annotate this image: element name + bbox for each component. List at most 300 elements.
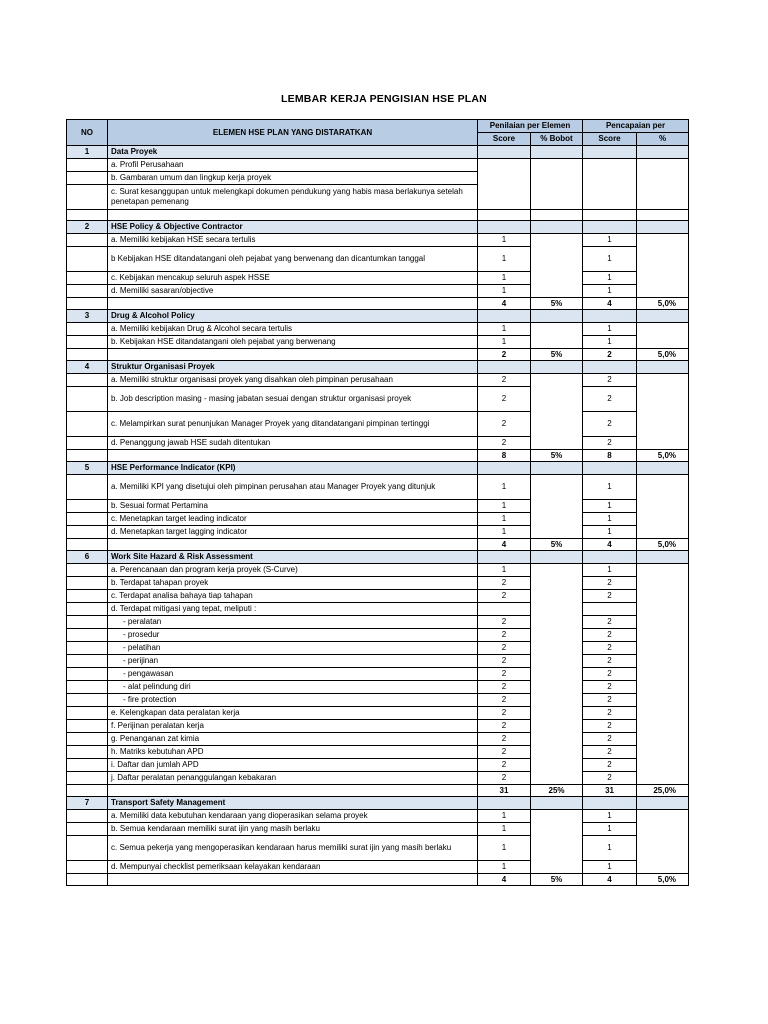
blank-cell — [637, 210, 689, 221]
item-label: a. Profil Perusahaan — [111, 160, 184, 169]
section-number: 2 — [67, 221, 108, 234]
item-text — [108, 387, 478, 412]
item-row — [67, 861, 689, 874]
item-number-cell — [67, 159, 108, 172]
section-achieved-cell — [583, 310, 637, 323]
header-element: ELEMEN HSE PLAN YANG DISTARATKAN — [108, 120, 478, 146]
total-number-cell — [67, 298, 108, 310]
section-bobot-cell — [531, 310, 583, 323]
item-row — [67, 759, 689, 772]
item-achieved-score: 2 — [583, 577, 637, 590]
total-achieved-score: 2 — [583, 349, 637, 361]
item-number-cell — [67, 655, 108, 668]
total-score: 4 — [478, 298, 531, 310]
item-number-cell — [67, 629, 108, 642]
section-row — [67, 797, 689, 810]
item-number-cell — [67, 475, 108, 500]
item-number-cell — [67, 861, 108, 874]
item-row — [67, 681, 689, 694]
item-number-cell — [67, 577, 108, 590]
item-text — [108, 285, 478, 298]
item-row — [67, 720, 689, 733]
item-row — [67, 526, 689, 539]
section-score-cell — [478, 797, 531, 810]
item-number-cell — [67, 733, 108, 746]
total-score: 2 — [478, 349, 531, 361]
item-number-cell — [67, 500, 108, 513]
item-score: 2 — [478, 590, 531, 603]
item-text — [108, 272, 478, 285]
item-text — [108, 475, 478, 500]
item-achieved-score: 2 — [583, 681, 637, 694]
item-text — [108, 861, 478, 874]
item-text — [108, 159, 478, 172]
section-score-cell — [478, 361, 531, 374]
item-number-cell — [67, 668, 108, 681]
header-pencapaian: Pencapaian per — [583, 120, 689, 133]
item-percent-merged — [637, 564, 689, 785]
item-label: h. Matriks kebutuhan APD — [111, 747, 204, 756]
total-bobot: 5% — [531, 450, 583, 462]
section-row — [67, 310, 689, 323]
item-achieved-score: 1 — [583, 234, 637, 247]
item-number-cell — [67, 759, 108, 772]
total-score: 8 — [478, 450, 531, 462]
section-bobot-cell — [531, 797, 583, 810]
item-label: c. Terdapat analisa bahaya tiap tahapan — [111, 591, 253, 600]
total-percent: 5,0% — [637, 539, 689, 551]
blank-cell — [583, 210, 637, 221]
item-percent-merged — [637, 159, 689, 210]
total-number-cell — [67, 450, 108, 462]
item-row — [67, 387, 689, 412]
item-label: c. Melampirkan surat penunjukan Manager Proyek yang ditandatangani pimpinan tertinggi — [111, 419, 430, 428]
section-achieved-cell — [583, 146, 637, 159]
item-achieved-score: 1 — [583, 513, 637, 526]
total-label-cell — [108, 785, 478, 797]
total-bobot: 5% — [531, 349, 583, 361]
section-percent-cell — [637, 462, 689, 475]
total-score: 31 — [478, 785, 531, 797]
item-row — [67, 629, 689, 642]
item-achieved-score: 1 — [583, 336, 637, 349]
item-row — [67, 707, 689, 720]
item-text — [108, 655, 478, 668]
section-bobot-cell — [531, 221, 583, 234]
item-row — [67, 247, 689, 272]
section-row — [67, 146, 689, 159]
total-row — [67, 298, 689, 310]
item-number-cell — [67, 694, 108, 707]
item-achieved-score: 2 — [583, 616, 637, 629]
section-bobot-cell — [531, 146, 583, 159]
item-score: 1 — [478, 336, 531, 349]
total-achieved-score: 31 — [583, 785, 637, 797]
item-score: 2 — [478, 412, 531, 437]
section-percent-cell — [637, 797, 689, 810]
item-score: 2 — [478, 681, 531, 694]
item-text — [108, 323, 478, 336]
item-text — [108, 185, 478, 210]
section-achieved-cell — [583, 361, 637, 374]
document-title: LEMBAR KERJA PENGISIAN HSE PLAN — [281, 93, 487, 105]
item-label: b. Semua kendaraan memiliki surat ijin yang masih berlaku — [111, 824, 320, 833]
header-percent: % — [637, 133, 689, 146]
item-label: d. Penanggung jawab HSE sudah ditentukan — [111, 438, 271, 447]
header-score-1: Score — [478, 133, 531, 146]
item-bobot-merged — [531, 374, 583, 450]
item-text — [108, 437, 478, 450]
item-row — [67, 272, 689, 285]
section-percent-cell — [637, 310, 689, 323]
item-label: e. Kelengkapan data peralatan kerja — [111, 708, 240, 717]
item-number-cell — [67, 387, 108, 412]
item-label: g. Penanganan zat kimia — [111, 734, 200, 743]
item-score: 2 — [478, 668, 531, 681]
item-label: a. Memiliki kebijakan HSE secara tertulis — [111, 235, 256, 244]
item-label: c. Semua pekerja yang mengoperasikan kendaraan harus memiliki surat ijin yang masih berlaku — [111, 843, 452, 852]
item-achieved-score: 2 — [583, 720, 637, 733]
total-number-cell — [67, 539, 108, 551]
item-score — [478, 603, 531, 616]
item-text — [108, 374, 478, 387]
item-row — [67, 475, 689, 500]
item-score: 2 — [478, 733, 531, 746]
header-penilaian: Penilaian per Elemen — [478, 120, 583, 133]
item-row — [67, 668, 689, 681]
item-label: j. Daftar peralatan penanggulangan kebakaran — [111, 773, 277, 782]
header-no: NO — [67, 120, 108, 146]
item-label: f. Perijinan peralatan kerja — [111, 721, 204, 730]
item-row — [67, 513, 689, 526]
item-number-cell — [67, 590, 108, 603]
item-row — [67, 655, 689, 668]
item-score: 2 — [478, 616, 531, 629]
table-body — [67, 146, 689, 886]
item-label: b. Terdapat tahapan proyek — [111, 578, 209, 587]
item-number-cell — [67, 823, 108, 836]
hse-plan-table — [66, 119, 689, 886]
item-text — [108, 513, 478, 526]
item-number-cell — [67, 707, 108, 720]
item-score: 1 — [478, 285, 531, 298]
section-number: 6 — [67, 551, 108, 564]
total-percent: 25,0% — [637, 785, 689, 797]
item-row — [67, 746, 689, 759]
item-number-cell — [67, 412, 108, 437]
blank-cell — [478, 210, 531, 221]
item-achieved-score: 1 — [583, 500, 637, 513]
section-title: Transport Safety Management — [108, 797, 478, 810]
item-text — [108, 336, 478, 349]
item-number-cell — [67, 437, 108, 450]
section-bobot-cell — [531, 551, 583, 564]
item-label: i. Daftar dan jumlah APD — [111, 760, 199, 769]
item-bobot-merged — [531, 323, 583, 349]
item-text — [108, 526, 478, 539]
total-row — [67, 349, 689, 361]
item-score: 1 — [478, 272, 531, 285]
item-label: - alat pelindung diri — [123, 682, 191, 691]
total-percent: 5,0% — [637, 874, 689, 886]
item-achieved-score: 1 — [583, 564, 637, 577]
item-achieved-score: 1 — [583, 823, 637, 836]
item-achieved-score: 2 — [583, 759, 637, 772]
item-label: c. Menetapkan target leading indicator — [111, 514, 247, 523]
item-label: a. Memiliki kebijakan Drug & Alcohol secara tertulis — [111, 324, 292, 333]
item-label: b. Sesuai format Pertamina — [111, 501, 208, 510]
total-percent: 5,0% — [637, 450, 689, 462]
item-text — [108, 823, 478, 836]
item-achieved-score: 1 — [583, 285, 637, 298]
header-bobot: % Bobot — [531, 133, 583, 146]
item-number-cell — [67, 616, 108, 629]
section-score-cell — [478, 221, 531, 234]
item-percent-merged — [637, 323, 689, 349]
item-number-cell — [67, 336, 108, 349]
item-achieved-score: 1 — [583, 526, 637, 539]
item-percent-merged — [637, 374, 689, 450]
total-label-cell — [108, 450, 478, 462]
total-percent: 5,0% — [637, 349, 689, 361]
section-title: HSE Performance Indicator (KPI) — [108, 462, 478, 475]
item-achieved-score: 2 — [583, 629, 637, 642]
section-score-cell — [478, 146, 531, 159]
total-percent: 5,0% — [637, 298, 689, 310]
item-label: d. Terdapat mitigasi yang tepat, meliputi : — [111, 604, 257, 613]
item-number-cell — [67, 681, 108, 694]
item-number-cell — [67, 746, 108, 759]
item-score: 2 — [478, 374, 531, 387]
item-score: 1 — [478, 836, 531, 861]
item-row — [67, 500, 689, 513]
section-percent-cell — [637, 146, 689, 159]
item-text — [108, 694, 478, 707]
item-row — [67, 694, 689, 707]
section-percent-cell — [637, 551, 689, 564]
section-achieved-cell — [583, 551, 637, 564]
total-label-cell — [108, 298, 478, 310]
item-label: b. Kebijakan HSE ditandatangani oleh pejabat yang berwenang — [111, 337, 336, 346]
header-score-2: Score — [583, 133, 637, 146]
item-text — [108, 642, 478, 655]
item-text — [108, 247, 478, 272]
item-score: 1 — [478, 564, 531, 577]
item-bobot-merged — [531, 810, 583, 874]
section-row — [67, 462, 689, 475]
item-text — [108, 172, 478, 185]
total-score: 4 — [478, 539, 531, 551]
section-title: HSE Policy & Objective Contractor — [108, 221, 478, 234]
item-score: 2 — [478, 629, 531, 642]
item-number-cell — [67, 247, 108, 272]
item-achieved-score: 1 — [583, 861, 637, 874]
total-row — [67, 874, 689, 886]
item-number-cell — [67, 526, 108, 539]
item-text — [108, 577, 478, 590]
item-row — [67, 590, 689, 603]
total-bobot: 5% — [531, 298, 583, 310]
item-number-cell — [67, 285, 108, 298]
item-text — [108, 746, 478, 759]
section-score-cell — [478, 551, 531, 564]
section-bobot-cell — [531, 361, 583, 374]
total-label-cell — [108, 539, 478, 551]
item-bobot-merged — [531, 475, 583, 539]
item-achieved-score: 2 — [583, 655, 637, 668]
total-bobot: 5% — [531, 874, 583, 886]
item-achieved-score: 1 — [583, 810, 637, 823]
section-score-cell — [478, 310, 531, 323]
item-text — [108, 668, 478, 681]
item-row — [67, 733, 689, 746]
section-number: 7 — [67, 797, 108, 810]
item-number-cell — [67, 272, 108, 285]
item-score: 1 — [478, 500, 531, 513]
item-label: b. Job description masing - masing jabatan sesuai dengan struktur organisasi proyek — [111, 394, 412, 403]
item-score: 1 — [478, 526, 531, 539]
item-number-cell — [67, 836, 108, 861]
item-row — [67, 374, 689, 387]
section-score-cell — [478, 462, 531, 475]
section-row — [67, 361, 689, 374]
item-score: 1 — [478, 247, 531, 272]
item-score: 1 — [478, 513, 531, 526]
item-text — [108, 836, 478, 861]
item-number-cell — [67, 603, 108, 616]
item-achieved-score: 2 — [583, 590, 637, 603]
section-number: 3 — [67, 310, 108, 323]
item-score: 2 — [478, 746, 531, 759]
item-score: 2 — [478, 655, 531, 668]
item-percent-merged — [637, 810, 689, 874]
item-text — [108, 590, 478, 603]
total-bobot: 25% — [531, 785, 583, 797]
item-label: - perijinan — [123, 656, 159, 665]
item-percent-merged — [637, 234, 689, 298]
item-number-cell — [67, 374, 108, 387]
item-bobot-merged — [531, 564, 583, 785]
section-number: 1 — [67, 146, 108, 159]
item-text — [108, 759, 478, 772]
item-achieved-score — [583, 603, 637, 616]
item-label: d. Mempunyai checklist pemeriksaan kelayakan kendaraan — [111, 862, 321, 871]
item-label: d. Menetapkan target lagging indicator — [111, 527, 248, 536]
item-label: - pelatihan — [123, 643, 161, 652]
item-score: 2 — [478, 720, 531, 733]
item-row — [67, 323, 689, 336]
item-row — [67, 772, 689, 785]
item-achieved-score: 1 — [583, 836, 637, 861]
item-score-merged — [478, 159, 531, 210]
section-achieved-cell — [583, 221, 637, 234]
item-bobot-merged — [531, 159, 583, 210]
item-text — [108, 616, 478, 629]
section-percent-cell — [637, 361, 689, 374]
item-achieved-score: 2 — [583, 412, 637, 437]
item-score: 1 — [478, 475, 531, 500]
total-bobot: 5% — [531, 539, 583, 551]
item-score: 2 — [478, 694, 531, 707]
item-row — [67, 836, 689, 861]
item-text — [108, 707, 478, 720]
item-number-cell — [67, 642, 108, 655]
section-title: Struktur Organisasi Proyek — [108, 361, 478, 374]
item-label: - fire protection — [123, 695, 177, 704]
section-title: Work Site Hazard & Risk Assessment — [108, 551, 478, 564]
section-percent-cell — [637, 221, 689, 234]
item-label: d. Memiliki sasaran/objective — [111, 286, 214, 295]
total-score: 4 — [478, 874, 531, 886]
total-achieved-score: 8 — [583, 450, 637, 462]
total-achieved-score: 4 — [583, 298, 637, 310]
item-text — [108, 500, 478, 513]
total-label-cell — [108, 874, 478, 886]
item-score: 2 — [478, 772, 531, 785]
item-text — [108, 629, 478, 642]
item-number-cell — [67, 720, 108, 733]
item-score: 1 — [478, 234, 531, 247]
item-row — [67, 616, 689, 629]
total-row — [67, 539, 689, 551]
item-label: - peralatan — [123, 617, 162, 626]
item-bobot-merged — [531, 234, 583, 298]
item-achieved-score: 1 — [583, 272, 637, 285]
section-title: Drug & Alcohol Policy — [108, 310, 478, 323]
total-number-cell — [67, 874, 108, 886]
item-achieved-score: 2 — [583, 746, 637, 759]
item-label: b. Gambaran umum dan lingkup kerja proyek — [111, 173, 272, 182]
item-achieved-score: 1 — [583, 323, 637, 336]
item-score: 2 — [478, 642, 531, 655]
item-number-cell — [67, 185, 108, 210]
item-label: c. Surat kesanggupan untuk melengkapi dokumen pendukung yang habis masa berlakunya setelah penetapan pemenang — [111, 187, 463, 206]
item-label: b Kebijakan HSE ditandatangani oleh pejabat yang berwenang dan dicantumkan tanggal — [111, 254, 426, 263]
section-row — [67, 221, 689, 234]
total-achieved-score: 4 — [583, 874, 637, 886]
item-label: a. Memiliki data kebutuhan kendaraan yang dioperasikan selama proyek — [111, 811, 368, 820]
item-label: c. Kebijakan mencakup seluruh aspek HSSE — [111, 273, 270, 282]
item-number-cell — [67, 513, 108, 526]
item-score: 2 — [478, 759, 531, 772]
item-score: 1 — [478, 323, 531, 336]
item-score: 1 — [478, 823, 531, 836]
item-row — [67, 412, 689, 437]
blank-cell — [67, 210, 108, 221]
item-text — [108, 564, 478, 577]
item-score: 2 — [478, 437, 531, 450]
section-row — [67, 551, 689, 564]
section-number: 4 — [67, 361, 108, 374]
item-label: a. Memiliki struktur organisasi proyek yang disahkan oleh pimpinan perusahaan — [111, 375, 393, 384]
item-text — [108, 733, 478, 746]
item-text — [108, 412, 478, 437]
item-achieved-score: 1 — [583, 475, 637, 500]
section-achieved-cell — [583, 797, 637, 810]
item-number-cell — [67, 810, 108, 823]
item-achieved-score: 2 — [583, 707, 637, 720]
item-achieved-score: 2 — [583, 733, 637, 746]
item-achieved-score: 2 — [583, 374, 637, 387]
item-text — [108, 772, 478, 785]
item-text — [108, 681, 478, 694]
section-number: 5 — [67, 462, 108, 475]
item-row — [67, 810, 689, 823]
item-label: - pengawasan — [123, 669, 174, 678]
blank-row — [67, 210, 689, 221]
item-number-cell — [67, 234, 108, 247]
item-number-cell — [67, 564, 108, 577]
